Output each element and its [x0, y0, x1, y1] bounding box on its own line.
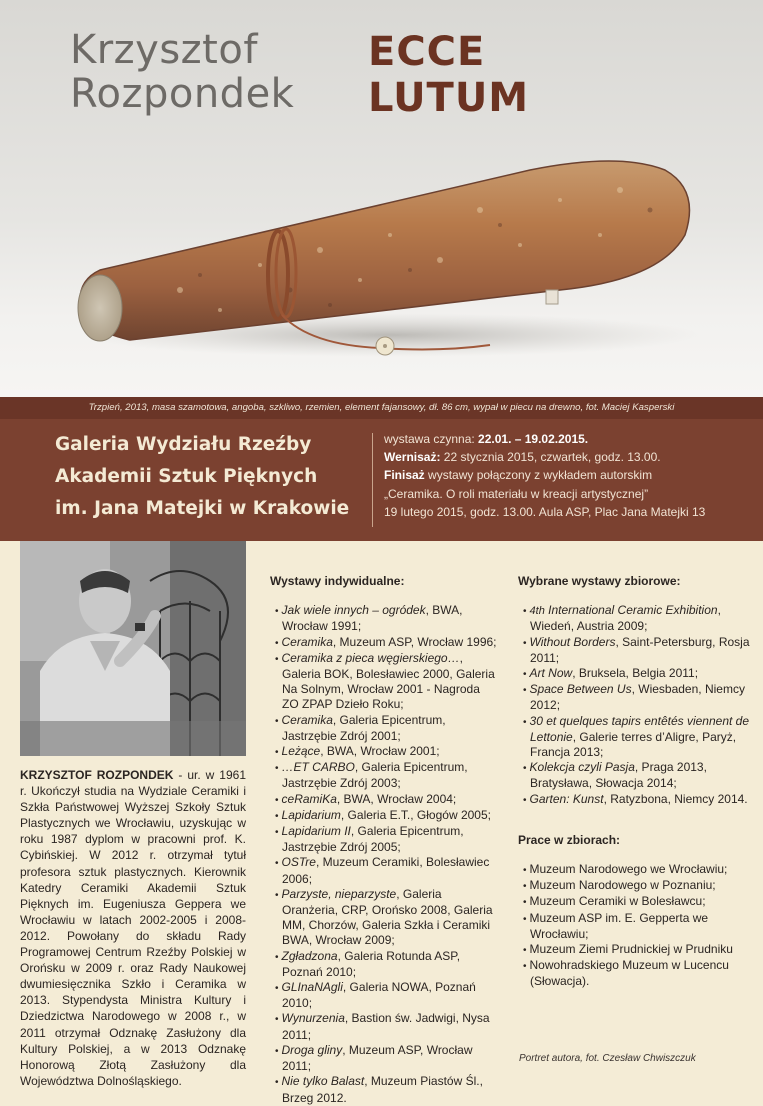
exhibition-details: , Ratyzbona, Niemcy 2014.	[603, 791, 748, 806]
vernissage-text: 22 stycznia 2015, czwartek, godz. 13.00.	[440, 450, 661, 465]
title-line-1: ECCE	[368, 29, 486, 75]
solo-exhibitions	[270, 574, 498, 1106]
portrait-credit: Portret autora, fot. Czesław Chwiszczuk	[519, 1053, 696, 1064]
exhibition-details: , Muzeum Piastów Śl., Brzeg 2012.	[282, 1074, 483, 1105]
exhibition-details: , Saint-Petersburg, Rosja 2011;	[530, 634, 750, 665]
list-item	[270, 855, 498, 886]
exhibition-title: Ceramika	[281, 634, 333, 649]
lecture-title: „Ceramika. O roli materiału w kreacji artystycznej”	[384, 486, 649, 501]
exhibition-title: Wynurzenia	[281, 1011, 345, 1026]
collection-item: • Muzeum Narodowego we Wrocławiu;	[518, 862, 754, 878]
collection-item: • Muzeum Narodowego w Poznaniu;	[518, 878, 754, 894]
exhibition-title: Leżące	[281, 744, 321, 759]
title-line-2: LUTUM	[368, 75, 530, 121]
exhibition-title: OSTre	[281, 855, 316, 870]
exhibition-details: , Galeria E.T., Głogów 2005;	[340, 807, 491, 822]
artist-first-name: Krzysztof	[70, 27, 258, 73]
solo-heading: Wystawy indywidualne:	[270, 574, 405, 588]
vernissage-line	[384, 448, 754, 466]
sculpture-image	[60, 140, 710, 390]
artist-name	[70, 28, 294, 116]
exhibition-title: ceRamiKa	[281, 791, 337, 806]
exhibition-details: , Galeria Epicentrum, Jastrzębie Zdrój 2005;	[282, 824, 464, 855]
list-item	[270, 887, 498, 949]
exhibition-title: Ceramika z pieca węgierskiego…	[281, 650, 460, 665]
list-item	[270, 824, 498, 855]
finissage-label: Finisaż	[384, 468, 425, 483]
list-item	[270, 1011, 498, 1042]
collection-item: • Muzeum ASP im. E. Gepperta we Wrocławiu;	[518, 911, 754, 942]
list-item	[270, 980, 498, 1011]
exhibition-details: , Galeria Epicentrum, Jastrzębie Zdrój 2003;	[282, 760, 468, 791]
exhibition-details: , Wiesbaden, Niemcy 2012;	[530, 682, 745, 713]
exhibition-title: 30 et quelques tapirs entêtés viennent de Lettonie	[529, 713, 750, 744]
exhibition-details: , Wiedeń, Austria 2009;	[530, 603, 721, 634]
list-item	[270, 1074, 498, 1105]
artist-last-name: Rozpondek	[70, 71, 295, 117]
vernissage-label: Wernisaż:	[384, 450, 441, 465]
open-label: wystawa czynna:	[384, 432, 479, 446]
hero-section	[0, 0, 763, 397]
exhibition-title: Lapidarium II	[281, 824, 351, 839]
list-item	[518, 792, 754, 808]
finissage-text: wystawy połączony z wykładem autorskim	[424, 468, 653, 483]
list-item	[270, 713, 498, 744]
list-item	[270, 792, 498, 808]
exhibition-details: , BWA, Wrocław 2004;	[336, 791, 457, 806]
open-dates: 22.01. – 19.02.2015.	[478, 432, 589, 446]
list-item	[270, 949, 498, 980]
exhibition-details: , Galeria Rotunda ASP, Poznań 2010;	[282, 948, 461, 979]
collection-item: • Muzeum Ceramiki w Bolesławcu;	[518, 894, 754, 910]
list-item	[270, 808, 498, 824]
list-item	[270, 744, 498, 760]
list-item	[518, 666, 754, 682]
exhibition-title: …ET CARBO	[281, 760, 355, 775]
collection-item: • Nowohradskiego Muzeum w Lucencu (Słowacja).	[518, 958, 754, 989]
exhibition-ordinal: 4th	[529, 605, 545, 618]
finissage-line	[384, 466, 754, 484]
exhibition-title: Garten: Kunst	[529, 791, 604, 806]
exhibition-title: Droga gliny	[281, 1042, 343, 1057]
collections-list	[518, 862, 754, 990]
collection-item: • Muzeum Ziemi Prudnickiej w Prudniku	[518, 942, 754, 958]
gallery-line-3: im. Jana Matejki w Krakowie	[55, 498, 350, 519]
caption-work-title: Trzpień	[88, 402, 120, 413]
exhibition-title: GLInaNAgli	[281, 980, 343, 995]
list-item	[270, 760, 498, 791]
collections-heading: Prace w zbiorach:	[518, 832, 621, 847]
gallery-line-1: Galeria Wydziału Rzeźby	[55, 434, 312, 455]
exhibition-details: , BWA, Wrocław 1991;	[282, 603, 463, 634]
portrait-image	[20, 541, 246, 756]
photo-caption	[0, 397, 763, 419]
list-item	[518, 635, 754, 666]
exhibition-dates	[384, 430, 754, 521]
exhibition-details: , Muzeum Ceramiki, Bolesławiec 2006;	[282, 855, 490, 886]
list-item	[270, 603, 498, 634]
list-item	[270, 635, 498, 651]
exhibition-title: Parzyste, nieparzyste	[281, 886, 397, 901]
exhibition-details: , Galerie terres d’Aligre, Paryż, Francja 2013;	[530, 729, 737, 760]
exhibition-details: , Galeria Oranżeria, CRP, Orońsko 2008, Galeria MM, Chorzów, Galeria Szkła i Ceramiki BWA, Wrocław 2009;	[282, 886, 493, 948]
exhibition-info-bar	[0, 419, 763, 541]
artist-bio	[20, 767, 246, 1089]
exhibition-details: , Galeria NOWA, Poznań 2010;	[282, 980, 476, 1011]
lecture-when: 19 lutego 2015, godz. 13.00. Aula ASP, Plac Jana Matejki 13	[384, 504, 706, 519]
open-dates-line	[384, 430, 754, 448]
list-item	[518, 760, 754, 791]
exhibition-title: Lapidarium	[281, 807, 341, 822]
exhibition-title: Jak wiele innych – ogródek	[281, 603, 426, 618]
caption-details: , 2013, masa szamotowa, angoba, szkliwo, rzemien, element fajansowy, dł. 86 cm, wypał w piecu na drewno, fot. Maciej Kasperski	[119, 402, 675, 413]
group-exhibitions	[518, 574, 754, 990]
bio-text: - ur. w 1961 r. Ukończył studia na Wydziale Ceramiki i Szkła Państwowej Wyższej Szkoły Sztuk Plastycznych we Wrocławiu, uzyskując w roku 1987 dyplom w pracowni prof. K. Cybińskiej. W 2012 r. otrzymał tytuł profesora sztuk plastycznych. Kierownik Katedry Ceramiki Akademii Sztuk Pięknych im. Eugeniusza Geppera we Wrocławiu w latach 2002-2005 i 2008-2012. Powołany do składu Rady Programowej Centrum Rzeźby Polskiej w Orońsku w 2009 r. oraz Rady Naukowej dwumiesięcznika Szkło i Ceramika w 2013. Stypendysta Ministra Kultury i Dziedzictwa Narodowego w 2008 r., w 2011 otrzymał Odznakę Zasłużony dla Kultury Polskiej, a w 2013 Odznakę Honorową Złotą Zasłużony dla Województwa Dolnośląskiego.	[20, 768, 246, 1088]
bio-name: KRZYSZTOF ROZPONDEK	[20, 768, 174, 782]
exhibition-details: , Bruksela, Belgia 2011;	[572, 666, 699, 681]
gallery-line-2: Akademii Sztuk Pięknych	[55, 466, 318, 487]
group-list	[518, 603, 754, 808]
list-item	[518, 714, 754, 761]
exhibition-title: Nie tylko Balast	[281, 1074, 365, 1089]
exhibition-details: , Praga 2013, Bratysława, Słowacja 2014;	[530, 760, 707, 791]
info-divider	[372, 433, 373, 527]
list-item	[270, 651, 498, 713]
exhibition-details: , Muzeum ASP, Wrocław 2011;	[282, 1042, 473, 1074]
exhibition-details: , Galeria BOK, Bolesławiec 2000, Galeria Na Solnym, Wrocław 2001 - Nagroda ZO ZPAP Dzieło Roku;	[282, 650, 495, 712]
exhibition-title: Ceramika	[281, 712, 333, 727]
exhibition-details: , Muzeum ASP, Wrocław 1996;	[332, 634, 497, 649]
list-item	[518, 603, 754, 634]
solo-list	[270, 603, 498, 1106]
group-heading: Wybrane wystawy zbiorowe:	[518, 574, 681, 588]
exhibition-title: Space Between Us	[529, 682, 632, 697]
exhibition-details: , Galeria Epicentrum, Jastrzębie Zdrój 2001;	[282, 712, 446, 743]
exhibition-title: International Ceramic Exhibition	[544, 603, 718, 618]
list-item	[270, 1043, 498, 1074]
exhibition-title: Zgładzona	[281, 948, 338, 963]
exhibition-title: Without Borders	[529, 634, 616, 649]
exhibition-title	[368, 29, 529, 121]
exhibition-details: , BWA, Wrocław 2001;	[320, 744, 440, 759]
exhibition-details: , Bastion św. Jadwigi, Nysa 2011;	[282, 1011, 490, 1042]
gallery-name	[55, 429, 365, 525]
list-item	[518, 682, 754, 713]
exhibition-title: Art Now	[529, 666, 573, 681]
exhibition-title: Kolekcja czyli Pasja	[529, 760, 635, 775]
artist-portrait	[20, 541, 246, 756]
